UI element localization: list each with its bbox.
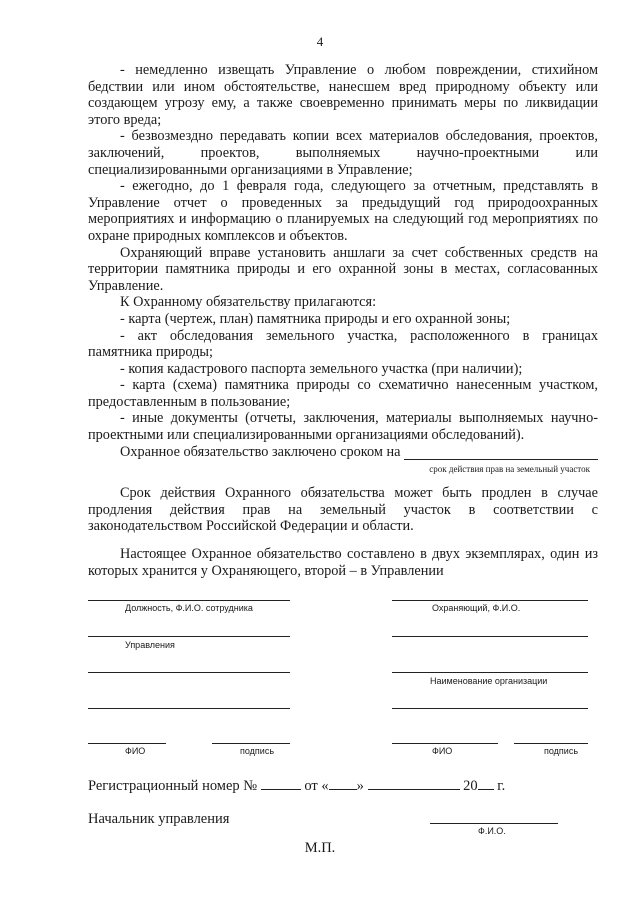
registration-line (88, 777, 505, 795)
left-extra-line-1 (88, 672, 290, 673)
left-department-caption: Управления (125, 640, 175, 650)
registration-day-field (329, 777, 357, 790)
chief-signature-line (430, 823, 558, 824)
attachment-other: - иные документы (отчеты, заключения, материалы выполняемых научно-проектными или специализированными организациями обследований). (88, 410, 598, 444)
left-position-caption: Должность, Ф.И.О. сотрудника (125, 603, 253, 613)
extension-paragraph: Срок действия Охранного обязательства может быть продлен в случае продления действия прав на земельный участок в соответствии с законодательством Российской Федерации и области. (88, 485, 598, 535)
term-field (404, 446, 598, 460)
chief-label: Начальник управления (88, 811, 230, 827)
term-hint: срок действия прав на земельный участок (429, 464, 590, 475)
right-fio-caption: ФИО (432, 746, 453, 756)
registration-month-field (368, 777, 460, 790)
attachment-survey-act: - акт обследования земельного участка, расположенного в границах памятника природы; (88, 327, 598, 361)
registration-close-quote: » (356, 778, 364, 794)
left-fio-caption: ФИО (125, 746, 146, 756)
left-fio-line (88, 743, 166, 744)
attachment-cadastral: - копия кадастрового паспорта земельного участка (при наличии); (120, 360, 523, 377)
registration-from: от « (304, 778, 329, 794)
left-extra-line-2 (88, 708, 290, 709)
registration-year-field (478, 777, 494, 790)
right-fio-line (392, 743, 498, 744)
term-line (88, 444, 598, 461)
right-protector-line (392, 600, 588, 601)
attachments-heading: К Охранному обязательству прилагаются: (120, 294, 377, 311)
left-sign-line (212, 743, 290, 744)
right-sign-caption: подпись (544, 746, 579, 756)
page-number: 4 (316, 34, 324, 49)
registration-number-field (261, 777, 301, 790)
right-sign-line (514, 743, 588, 744)
stamp-place: М.П. (304, 840, 336, 856)
right-extra-line-2 (392, 708, 588, 709)
obligation-copies: - безвозмездно передавать копии всех материалов обследования, проектов, заключений, проектов, выполняемых научно-проектными или специализированными организациями в Управление; (88, 128, 598, 178)
term-text: Охранное обязательство заключено сроком на (120, 443, 401, 460)
right-org-line (392, 672, 588, 673)
left-department-line (88, 636, 290, 637)
obligation-notify: - немедленно извещать Управление о любом повреждении, стихийном бедствии или ином обстоятельстве, нанесшем вред природному объекту или создающем угрозу ему, а также своевременно принимать меры по ликвидации этого вреда; (88, 62, 598, 128)
right-extra-line-1 (392, 636, 588, 637)
attachment-scheme: - карта (схема) памятника природы со схематично нанесенным участком, предоставленным в пользование; (88, 377, 598, 410)
copies-paragraph: Настоящее Охранное обязательство составлено в двух экземплярах, один из которых хранится у Охраняющего, второй – в Управлении (88, 546, 598, 579)
attachment-map: - карта (чертеж, план) памятника природы и его охранной зоны; (120, 310, 511, 327)
obligation-report: - ежегодно, до 1 февраля года, следующего за отчетным, представлять в Управление отчет о проведенных за предыдущий год природоохранных мероприятиях и информацию о планируемых на следующий год мероприятиях по охране природных комплексов и объектов. (88, 178, 598, 244)
registration-year-prefix: 20 (463, 778, 478, 794)
registration-label: Регистрационный номер № (88, 778, 258, 794)
left-position-line (88, 600, 290, 601)
chief-fio-caption: Ф.И.О. (478, 826, 506, 836)
right-protector-caption: Охраняющий, Ф.И.О. (432, 603, 521, 613)
right-org-caption: Наименование организации (430, 676, 548, 686)
registration-year-suffix: г. (497, 778, 506, 794)
signage-paragraph: Охраняющий вправе установить аншлаги за счет собственных средств на территории памятника природы и его охранной зоны в местах, согласованных Управление. (88, 244, 598, 294)
left-sign-caption: подпись (240, 746, 275, 756)
document-body (88, 62, 598, 579)
